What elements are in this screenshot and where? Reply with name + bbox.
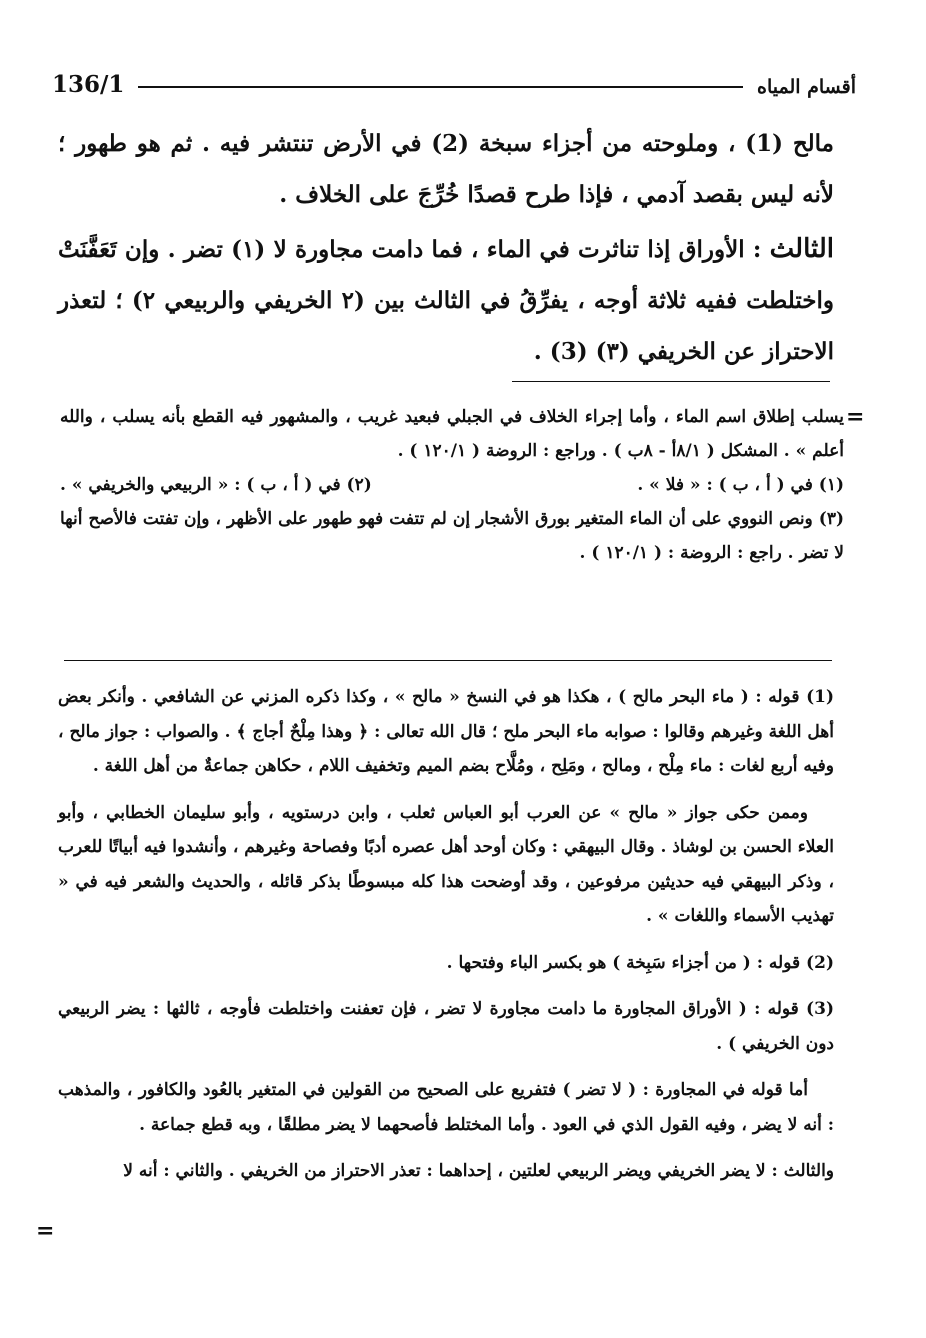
main-paragraph-2 [58,224,834,377]
commentary-note-1-continued: وممن حكى جواز « مالح » عن العرب أبو العباس ثعلب ، وابن درستويه ، وأبو سليمان الخطابي ، وأبو العلاء الحسن بن لوشاذ . وقال البيهقي : وكان أوحد أهل عصره أدبًا وفصاحة وغيرهم ، وأنشدوا فيه أبياتًا للعرب ، وذكر البيهقي فيه حديثين مرفوعين ، وقد أوضحت هذا كله مبسوطًا بذكر قائله ، والحديث والشعر فيه في « تهذيب الأسماء واللغات » . [58,802,834,926]
continuation-mark-top: = [846,404,865,430]
header-rule [138,86,743,88]
commentary-separator [64,660,832,661]
section-lead-word: الثالث [769,234,834,264]
commentary [58,680,834,1189]
commentary-note-3-third: والثالث : لا يضر الخريفي ويضر الربيعي لعلتين ، إحداهما : تعذر الاحتراز من الخريفي . والثاني : أنه لا [123,1161,834,1181]
commentary-note-2: (2) قوله : ( من أجزاء سَبِخة ) هو بكسر الباء وفتحها . [446,952,834,973]
page-number: 136/1 [52,71,125,98]
editor-footnotes [60,400,844,570]
page-header [52,58,856,102]
main-paragraph-2-body: : الأوراق إذا تناثرت في الماء ، فما دامت مجاورة لا (١) تضر . وإن تَعَفَّنَتْ واختلطت ففيه ثلاثة أوجه ، يفرِّقُ في الثالث بين (٢ الخريفي والربيعي ٢) ؛ لتعذر الاحتراز عن الخريفي (٣) (3) . [58,236,834,365]
commentary-note-1: (1) قوله : ( ماء البحر مالح ) ، هكذا هو في النسخ « مالح » ، وكذا ذكره المزني عن الشافعي . وأنكر بعض أهل اللغة وغيرهم وقالوا : صوابه ماء البحر ملح ؛ قال الله تعالى : ﴿ وهذا مِلْحٌ أجاج ﴾ . والصواب : جواز مالح ، وفيه أربع لغات : ماء مِلْح ، ومالح ، ومَلِح ، ومُلَّاح بضم الميم وتخفيف اللام ، حكاهن جماعةٌ من أهل اللغة . [58,687,834,776]
continuation-mark-bottom: = [36,1218,55,1244]
editor-note-1: (١) في ( أ ، ب ) : « فلا » . [637,475,844,495]
main-paragraph-1: مالح (1) ، وملوحته من أجزاء سبخة (2) في الأرض تنتشر فيه . ثم هو طهور ؛ لأنه ليس بقصد آدمي ، فإذا طرح قصدًا خُرِّجَ على الخلاف . [58,130,834,208]
editor-note-continued: يسلب إطلاق اسم الماء ، وأما إجراء الخلاف في الجبلي فبعيد غريب ، والمشهور فيه القطع بأنه يسلب ، والله أعلم » . المشكل ( ٨/١أ - ٨ب ) . وراجع : الروضة ( ١٢٠/١ ) . [60,407,844,461]
main-text [58,118,834,377]
editor-note-2: (٢) في ( أ ، ب ) : « الربيعي والخريفي » . [60,475,372,495]
editor-note-3: (٣) ونص النووي على أن الماء المتغير بورق الأشجار إن لم تتفت فهو طهور على الأظهر ، وإن تفتت فالأصح أنها لا تضر . راجع : الروضة : ( ١٢٠/١ ) . [60,509,844,563]
commentary-note-3-continued: أما قوله في المجاورة : ( لا تضر ) فتفريع على الصحيح من القولين في المتغير بالعُود والكافور ، والمذهب : أنه لا يضر ، وفيه القول الذي في العود . وأما المختلط فأصحهما لا يضر مطلقًا ، وبه قطع جماعة . [58,1080,834,1135]
footnote-separator-short [512,381,830,382]
commentary-note-3: (3) قوله : ( الأوراق المجاورة ما دامت مجاورة لا تضر ، فإن تعفنت واختلطت فأوجه ، ثالثها : يضر الربيعي دون الخريفي ) . [58,999,834,1054]
editor-note-row [60,468,844,502]
running-title: أقسام المياه [756,76,856,98]
